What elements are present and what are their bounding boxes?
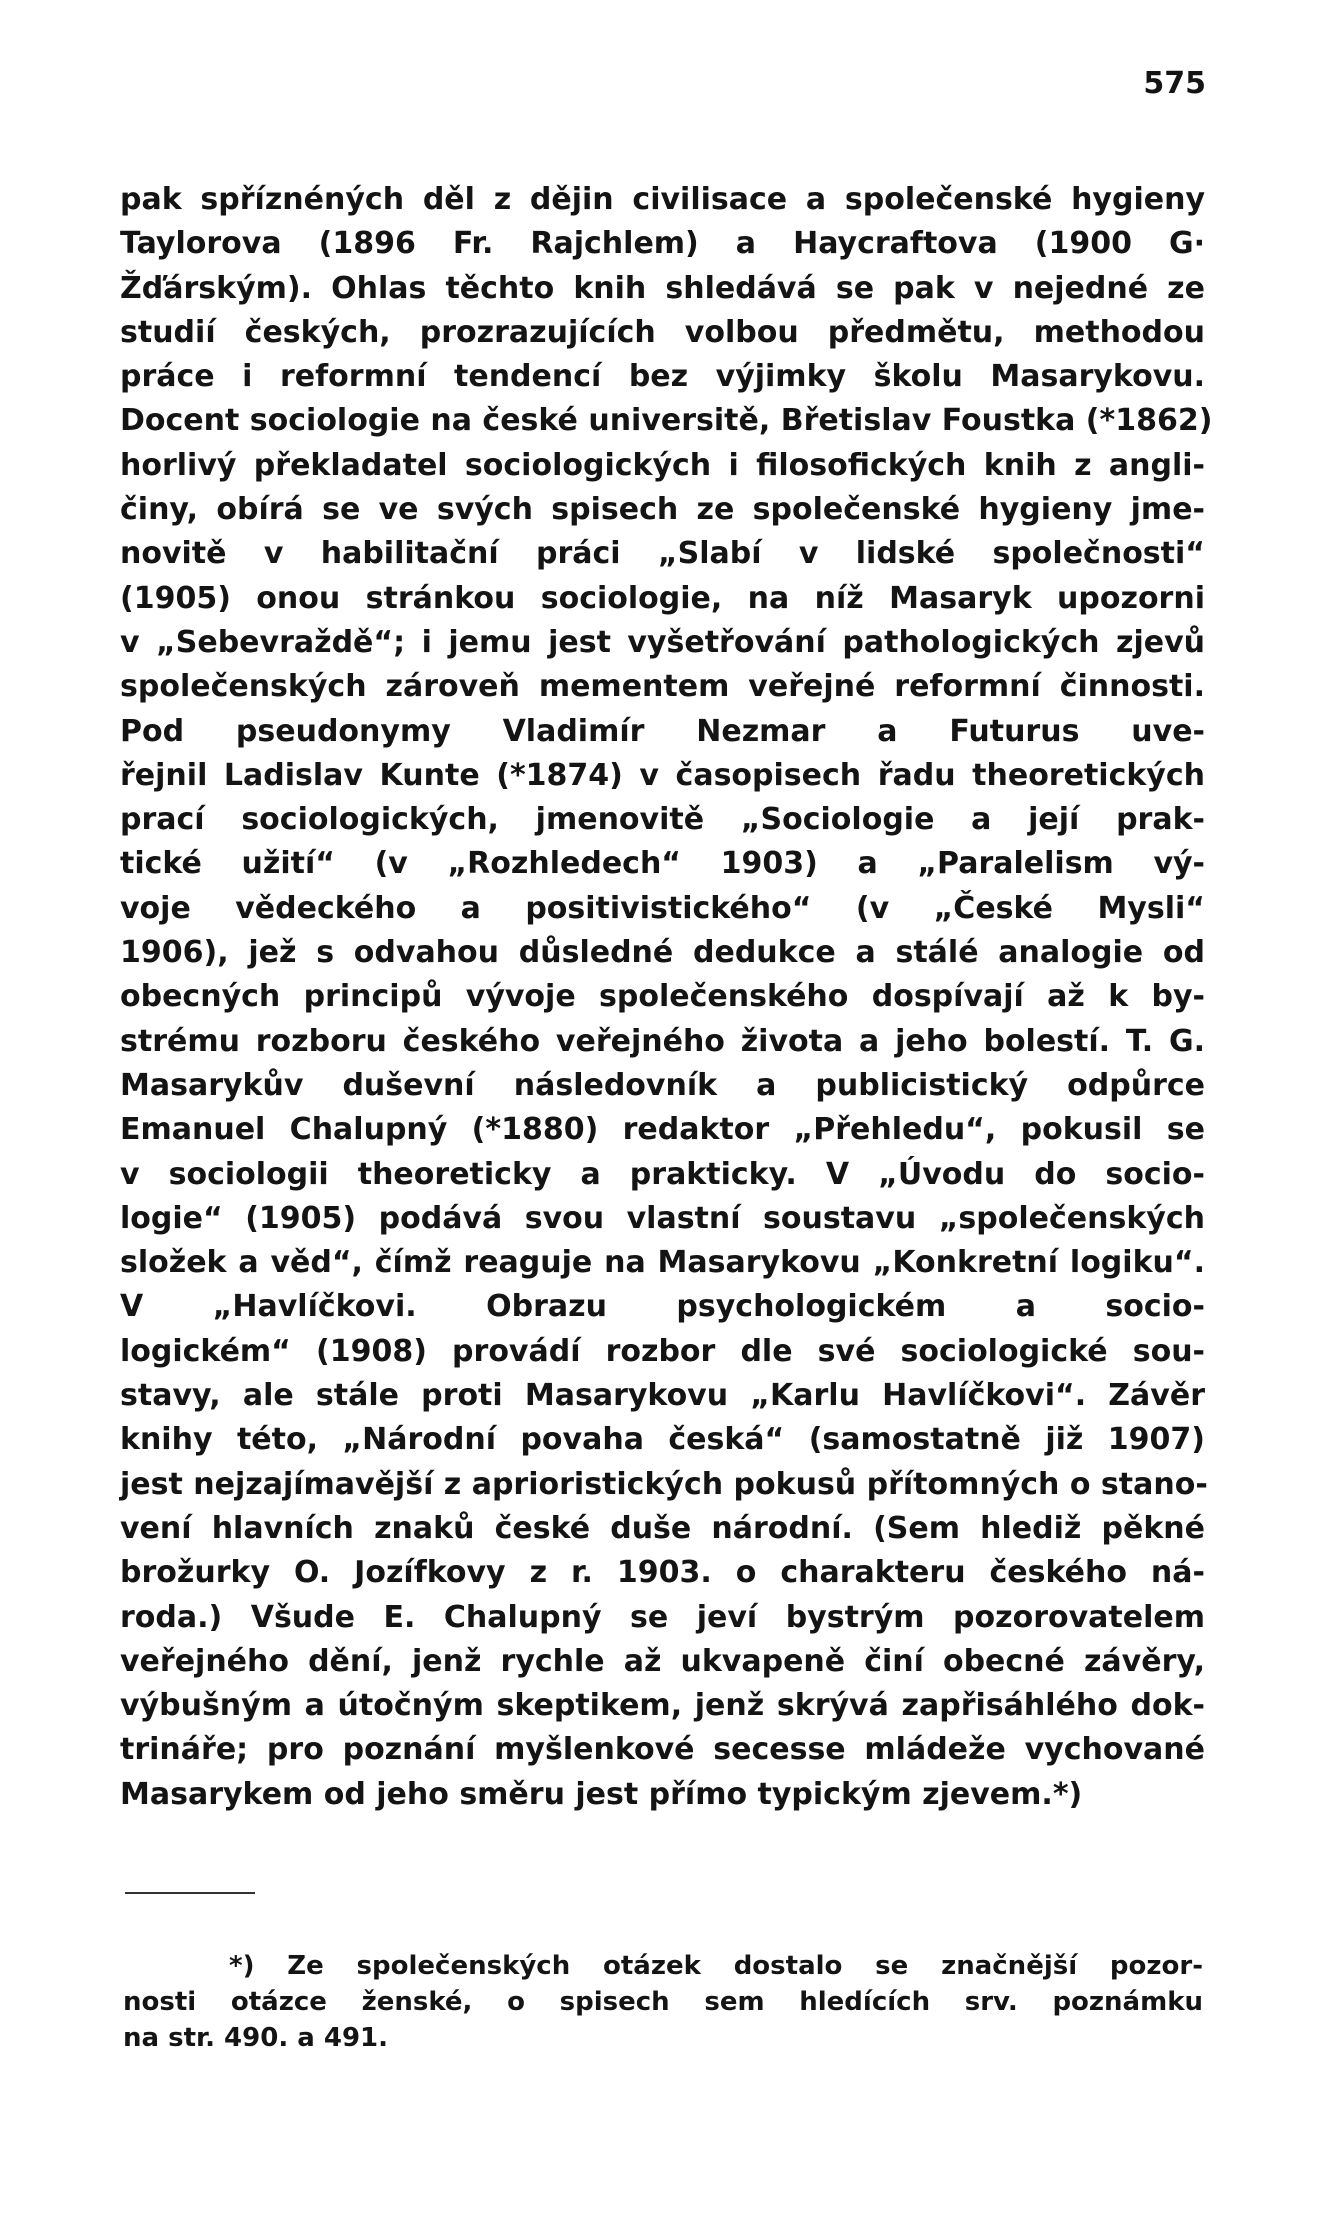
text-line: Masarykem od jeho směru jest přímo typickým zjevem.*) (120, 1776, 1083, 1812)
text-line: Žďárským). Ohlas těchto knih shledává se pak v nejedné ze (120, 270, 1205, 306)
text-line: voje vědeckého a positivistického“ (v „České Mysli“ (120, 890, 1205, 926)
text-line: stavy, ale stále proti Masarykovu „Karlu Havlíčkovi“. Závěr (120, 1378, 1205, 1414)
text-line: horlivý překladatel sociologických i filosofických knih z angli- (120, 447, 1205, 483)
body-text (120, 178, 1213, 1817)
footnote (123, 1948, 1203, 2056)
text-line: výbušným a útočným skeptikem, jenž skrývá zapřisáhlého dok- (120, 1688, 1205, 1724)
text-line: práce i reformní tendencí bez výjimky školu Masarykovu. (120, 359, 1205, 395)
text-line: v „Sebevraždě“; i jemu jest vyšetřování pathologických zjevů (120, 624, 1205, 660)
text-line: prací sociologických, jmenovitě „Sociologie a její prak- (120, 802, 1205, 838)
text-line: pak spříznéných děl z dějin civilisace a společenské hygieny (120, 182, 1205, 217)
text-line: jest nejzajímavější z aprioristických pokusů přítomných o stano- (120, 1466, 1208, 1502)
text-line: Pod pseudonymy Vladimír Nezmar a Futurus uve- (120, 713, 1205, 749)
text-line: logie“ (1905) podává svou vlastní soustavu „společenských (120, 1200, 1205, 1236)
text-line: roda.) Všude E. Chalupný se jeví bystrým pozorovatelem (120, 1599, 1205, 1635)
text-line: brožurky O. Jozífkovy z r. 1903. o charakteru českého ná- (120, 1555, 1205, 1591)
text-line: novitě v habilitační práci „Slabí v lidské společnosti“ (120, 536, 1205, 572)
text-line: 1906), jež s odvahou důsledné dedukce a stálé analogie od (120, 935, 1205, 971)
text-line: logickém“ (1908) provádí rozbor dle své sociologické sou- (120, 1333, 1205, 1369)
page-number: 575 (1143, 66, 1206, 101)
text-line: V „Havlíčkovi. Obrazu psychologickém a socio- (120, 1289, 1205, 1325)
text-line: složek a věd“, čímž reaguje na Masarykovu „Konkretní logiku“. (120, 1245, 1205, 1281)
text-line: tické užití“ (v „Rozhledech“ 1903) a „Paralelism vý- (120, 846, 1205, 882)
text-line: Taylorova (1896 Fr. Rajchlem) a Haycraftova (1900 G· (120, 226, 1205, 262)
footnote-separator (125, 1892, 255, 1894)
text-line: (1905) onou stránkou sociologie, na níž Masaryk upozorni (120, 580, 1205, 616)
text-line: Masarykův duševní následovník a publicistický odpůrce (120, 1067, 1205, 1103)
text-line: strému rozboru českého veřejného života a jeho bolestí. T. G. (120, 1023, 1205, 1059)
footnote-line: nosti otázce ženské, o spisech sem hledících srv. poznámku (123, 1987, 1203, 2017)
text-line: trináře; pro poznání myšlenkové secesse mládeže vychované (120, 1732, 1205, 1768)
text-line: knihy této, „Národní povaha česká“ (samostatně již 1907) (120, 1422, 1205, 1458)
text-line: studií českých, prozrazujících volbou předmětu, methodou (120, 314, 1205, 350)
text-line: v sociologii theoreticky a prakticky. V „Úvodu do socio- (120, 1156, 1205, 1192)
text-line: Docent sociologie na české universitě, Břetislav Foustka (*1862) (120, 403, 1213, 439)
text-line: Emanuel Chalupný (*1880) redaktor „Přehledu“, pokusil se (120, 1112, 1205, 1148)
text-line: vení hlavních znaků české duše národní. (Sem hlediž pěkné (120, 1510, 1205, 1546)
text-line: obecných principů vývoje společenského dospívají až k by- (120, 979, 1205, 1015)
text-line: veřejného dění, jenž rychle až ukvapeně činí obecné závěry, (120, 1643, 1205, 1679)
text-line: řejnil Ladislav Kunte (*1874) v časopisech řadu theoretických (120, 757, 1205, 793)
text-line: činy, obírá se ve svých spisech ze společenské hygieny jme- (120, 492, 1205, 528)
text-line: společenských zároveň mementem veřejné reformní činnosti. (120, 669, 1205, 705)
footnote-line: na str. 490. a 491. (123, 2023, 389, 2053)
footnote-line: *) Ze společenských otázek dostalo se značnější pozor- (229, 1951, 1203, 1981)
